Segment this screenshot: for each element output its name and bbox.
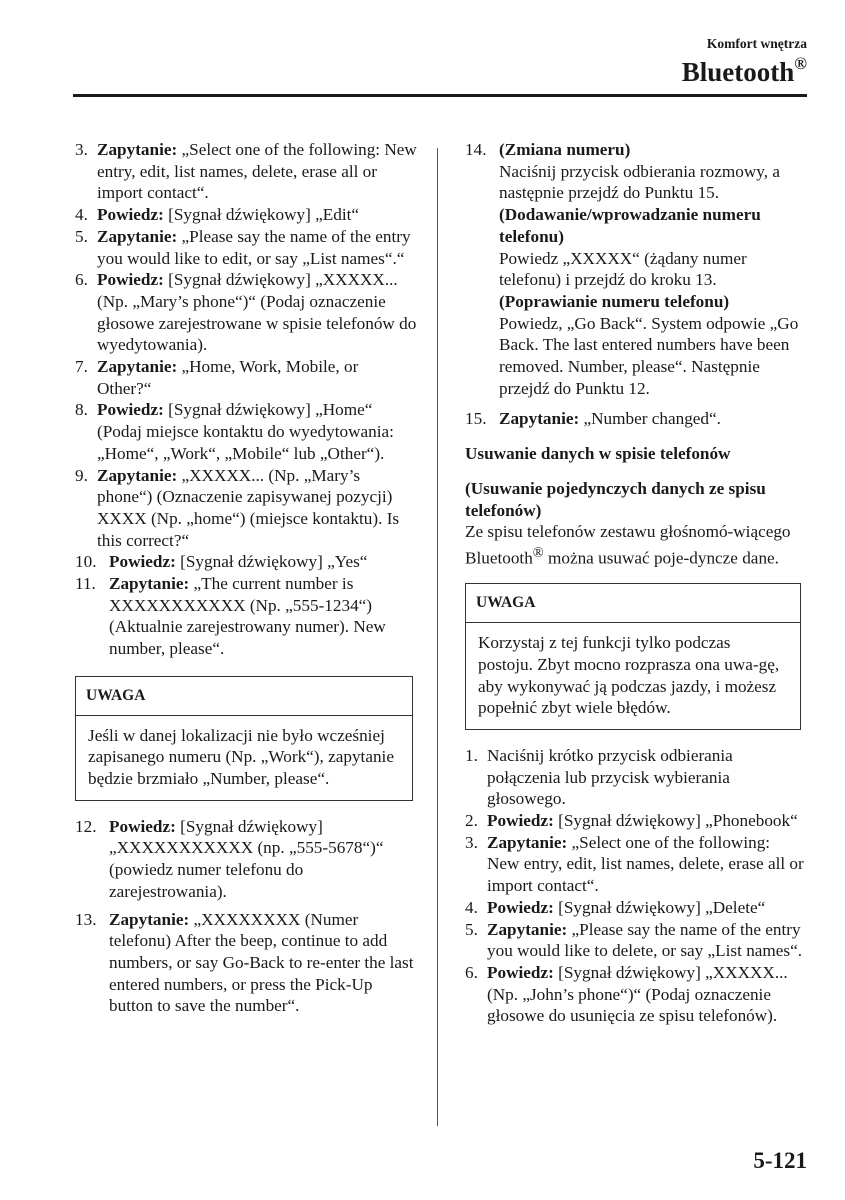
step-body: „XXXXXXXX (Numer telefonu) After the beep, continue to add numbers, or say Go-Back to re-enter the last entered numbers, or press the Pick-Up button to save the number“. (109, 909, 414, 1016)
delete-step-6 (465, 962, 805, 1027)
delete-step-1 (465, 745, 805, 810)
step-15 (465, 408, 805, 430)
step-text (97, 465, 417, 552)
step-number: 3. (75, 140, 88, 159)
section-label: Komfort wnętrza (706, 36, 807, 51)
option-text: Powiedz „XXXXX“ (żądany numer telefonu) i przejdź do kroku 13. (499, 248, 747, 290)
step-text (97, 204, 417, 226)
note-body: Jeśli w danej lokalizacji nie było wcześniej zapisanego numeru (Np. „Work“), zapytanie będzie brzmiało „Number, please“. (88, 725, 394, 788)
page-number: 5-121 (753, 1148, 807, 1173)
page-title (682, 55, 807, 86)
step-label: Powiedz: (109, 816, 176, 836)
page-title-text: Bluetooth (681, 57, 795, 87)
step-text (109, 816, 417, 903)
step-body: [Sygnał dźwiękowy] „XXXXX... (Np. „Mary’s phone“)“ (Podaj oznaczenie głosowe zarejestrowane w spisie telefonów do wyedytowania). (97, 270, 417, 355)
step-number: 4. (75, 205, 88, 225)
step-label: Powiedz: (97, 270, 164, 290)
step-number: 7. (75, 357, 88, 377)
step-text (487, 897, 805, 919)
left-column (75, 139, 417, 1017)
step-13 (75, 909, 417, 1018)
step-body: [Sygnał dźwiękowy] „XXXXX... (Np. „John’s phone“)“ (Podaj oznaczenie głosowe do usunięcia ze spisu telefonów). (487, 962, 788, 1026)
step-body: [Sygnał dźwiękowy] „Edit“ (163, 205, 360, 225)
step-label: Zapytanie: (109, 909, 190, 929)
step-label: Zapytanie: (97, 465, 178, 485)
step-text (499, 408, 805, 430)
step-text (487, 962, 805, 1027)
step-text (97, 139, 417, 204)
step-number: 1. (465, 745, 478, 765)
step-body: „Please say the name of the entry you would like to edit, or say „List names“.“ (97, 226, 411, 268)
step-body: [Sygnał dźwiękowy] „Delete“ (553, 897, 766, 917)
step-label: Zapytanie: (97, 140, 178, 159)
step-label: Powiedz: (487, 897, 554, 917)
option-heading: (Dodawanie/wprowadzanie numeru telefonu) (499, 205, 761, 246)
note-heading: UWAGA (466, 584, 800, 623)
step-6 (75, 269, 417, 356)
step-number: 5. (75, 226, 88, 246)
step-4 (75, 204, 417, 226)
delete-step-2 (465, 810, 805, 832)
step-8 (75, 399, 417, 464)
step-body: [Sygnał dźwiękowy] „XXXXXXXXXXX (np. „555-5678“)“ (powiedz numer telefonu do zarejestrowania). (109, 816, 384, 901)
step-text (97, 399, 417, 464)
step-text (109, 909, 417, 1018)
step-number: 10. (75, 552, 97, 572)
step-number: 2. (465, 811, 478, 831)
step-number: 6. (465, 962, 478, 982)
step-body: [Sygnał dźwiękowy] „Yes“ (175, 552, 368, 572)
step-body: Naciśnij krótko przycisk odbierania połączenia lub przycisk wybierania głosowego. (487, 745, 733, 809)
step-label: Zapytanie: (97, 357, 178, 377)
step-text (499, 139, 805, 399)
title-rule (73, 94, 807, 97)
step-label: Zapytanie: (487, 832, 568, 852)
step-body: „XXXXX... (Np. „Mary’s phone“) (Oznaczenie zapisywanej pozycji) XXXX (Np. „home“) (miejsce kontaktu). Is this correct?“ (97, 465, 400, 550)
step-text (487, 810, 805, 832)
step-7 (75, 356, 417, 399)
note-heading: UWAGA (76, 677, 412, 716)
step-11 (75, 573, 417, 660)
delete-step-4 (465, 897, 805, 919)
step-number: 15. (465, 409, 487, 429)
step-number: 6. (75, 270, 88, 290)
step-body: „Number changed“. (579, 409, 721, 429)
step-number: 12. (75, 816, 97, 836)
intro-paragraph (465, 521, 805, 569)
intro-text-cont: można usuwać poje-dyncze dane. (543, 548, 779, 568)
note-body: Korzystaj z tej funkcji tylko podczas postoju. Zbyt mocno rozprasza ona uwa-gę, aby wykonywać ją podczas jazdy, i możesz popełnić zbyt wiele błędów. (478, 633, 780, 718)
step-number: 8. (75, 400, 88, 420)
step-body: „Home, Work, Mobile, or Other?“ (97, 357, 359, 398)
step-number: 11. (75, 574, 96, 594)
step-label: Powiedz: (97, 400, 164, 420)
step-number: 9. (75, 465, 88, 485)
step-label: Zapytanie: (109, 574, 190, 594)
registered-mark: ® (794, 54, 807, 73)
step-text (487, 832, 805, 897)
section-heading: Usuwanie danych w spisie telefonów (465, 444, 731, 464)
option-text: Naciśnij przycisk odbierania rozmowy, a następnie przejdź do Punktu 15. (499, 161, 780, 203)
step-label: Powiedz: (487, 811, 554, 831)
step-5 (75, 226, 417, 269)
step-text (109, 573, 417, 660)
step-number: 13. (75, 909, 97, 929)
delete-step-3 (465, 832, 805, 897)
step-text (97, 226, 417, 269)
step-number: 3. (465, 832, 478, 852)
step-9 (75, 465, 417, 552)
note-box (75, 676, 413, 801)
step-14 (465, 139, 805, 399)
step-label: Zapytanie: (499, 409, 580, 429)
step-12 (75, 816, 417, 903)
step-body: [Sygnał dźwiękowy] „Home“ (Podaj miejsce kontaktu do wyedytowania: „Home“, „Work“, „Mobile“ lub „Other“). (97, 400, 394, 463)
step-label: Powiedz: (109, 552, 176, 572)
step-body: „Please say the name of the entry you would like to delete, or say „List names“. (487, 919, 803, 961)
step-number: 14. (465, 140, 487, 159)
step-number: 5. (465, 919, 478, 939)
note-box (465, 583, 801, 730)
step-text (97, 356, 417, 399)
delete-step-5 (465, 919, 805, 962)
step-body: [Sygnał dźwiękowy] „Phonebook“ (553, 811, 798, 831)
step-text (97, 269, 417, 356)
column-divider (437, 148, 438, 1126)
step-body: „The current number is XXXXXXXXXXX (Np. „555-1234“) (Aktualnie zarejestrowany numer). New number, please“. (109, 574, 386, 659)
step-10 (75, 551, 417, 573)
step-label: Powiedz: (97, 205, 164, 225)
right-column (465, 139, 805, 1027)
step-number: 4. (465, 897, 478, 917)
step-text (487, 919, 805, 962)
sub-heading: (Usuwanie pojedynczych danych ze spisu telefonów) (465, 478, 766, 520)
option-heading: (Zmiana numeru) (499, 140, 631, 159)
step-label: Zapytanie: (487, 919, 568, 939)
step-text (109, 551, 417, 573)
intro-text: Ze spisu telefonów zestawu głośnomó-wiącego Bluetooth (465, 522, 791, 568)
step-3 (75, 139, 417, 204)
registered-mark: ® (532, 544, 544, 561)
option-text: Powiedz, „Go Back“. System odpowie „Go Back. The last entered numbers have been removed. Number, please“. Następnie przejdź do Punktu 12. (499, 313, 799, 398)
step-label: Zapytanie: (97, 226, 178, 246)
step-body: „Select one of the following: New entry, edit, list names, delete, erase all or import contact“. (487, 832, 804, 896)
step-body: „Select one of the following: New entry, edit, list names, delete, erase all or import contact“. (97, 140, 417, 203)
step-label: Powiedz: (487, 962, 554, 982)
option-heading: (Poprawianie numeru telefonu) (499, 291, 730, 311)
